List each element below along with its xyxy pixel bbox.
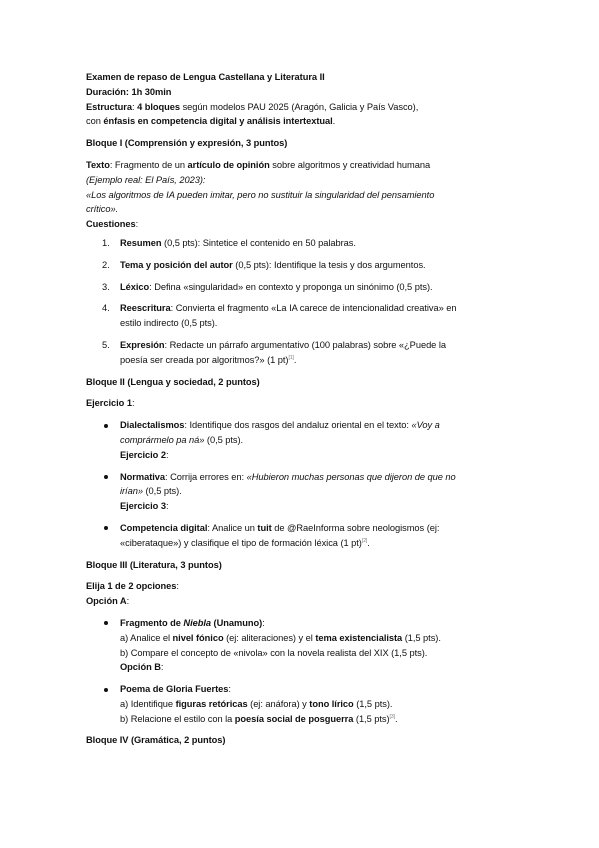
bullet-dot [104, 424, 108, 428]
question-item: 5. Expresión: Redacte un párrafo argumentativo (100 palabras) sobre «¿Puede la [102, 339, 446, 350]
cuestiones-heading: Cuestiones: [86, 219, 139, 230]
exam-title: Examen de repaso de Lengua Castellana y Literatura II [86, 72, 325, 82]
bullet-item: Fragmento de Niebla (Unamuno): a) Analice el nivel fónico (ej: aliteraciones) y el tema existencialista (1,5 pts). b) Compare el concepto de «nivola» con la novela realista del XIX (1,5 pts). Opción B: [86, 616, 526, 675]
bullet-dot [104, 475, 108, 479]
duration-line: Duración: 1h 30min [86, 86, 172, 97]
question-item: 1. Resumen (0,5 pts): Sintetice el contenido en 50 palabras. [102, 237, 356, 248]
bloque-1-title: Bloque I (Comprensión y expresión, 3 puntos) [86, 138, 288, 149]
structure-line: Estructura: 4 bloques según modelos PAU 2025 (Aragón, Galicia y País Vasco), [86, 101, 419, 112]
quote-cont: crítico». [86, 204, 119, 215]
exam-document [86, 70, 526, 748]
question-item-cont: poesía ser creada por algoritmos?» (1 pt)[1]. [120, 354, 297, 365]
question-item: 3. Léxico: Defina «singularidad» en contexto y proponga un sinónimo (0,5 pts). [102, 281, 433, 292]
bloque-3-title: Bloque III (Literatura, 3 puntos) [86, 559, 222, 570]
structure-line-2: con énfasis en competencia digital y análisis intertextual. [86, 116, 336, 127]
bullet-item: Poema de Gloria Fuertes: a) Identifique figuras retóricas (ej: anáfora) y tono lírico (1,5 pts). b) Relacione el estilo con la poesía social de posguerra (1,5 pts)[3]. [86, 682, 526, 726]
question-list [86, 236, 526, 368]
ejercicio-2-heading: Ejercicio 2: [120, 449, 169, 460]
question-item: 4. Reescritura: Convierta el fragmento «La IA carece de intencionalidad creativa» en [102, 303, 457, 314]
texto-line: Texto: Fragmento de un artículo de opinión sobre algoritmos y creatividad humana [86, 159, 431, 170]
bullet-item: Competencia digital: Analice un tuit de @RaeInforma sobre neologismos (ej: «ciberataque») y clasifique el tipo de formación léxica (1 pt)[2]. [86, 521, 526, 551]
bullet-dot [104, 526, 108, 530]
footnote-ref[interactable]: [3] [389, 713, 395, 720]
bullet-item: Dialectalismos: Identifique dos rasgos del andaluz oriental en el texto: «Voy a comprármelo pa ná» (0,5 pts). Ejercicio 2: [86, 418, 526, 462]
example-source: (Ejemplo real: El País, 2023): [86, 174, 206, 185]
ejercicio-3-heading: Ejercicio 3: [120, 501, 169, 512]
bloque-4-title: Bloque IV (Gramática, 2 puntos) [86, 735, 226, 746]
bullet-item: Normativa: Corrija errores en: «Hubieron muchas personas que dijeron de que no irían» (0,5 pts). Ejercicio 3: [86, 470, 526, 514]
quote: «Los algoritmos de IA pueden imitar, pero no sustituir la singularidad del pensamiento [86, 189, 435, 200]
bullet-dot [104, 621, 108, 625]
footnote-ref[interactable]: [2] [361, 537, 368, 544]
question-item: 2. Tema y posición del autor (0,5 pts): Identifique la tesis y dos argumentos. [102, 259, 426, 270]
opcion-b-heading: Opción B: [120, 662, 164, 673]
opcion-a-heading: Opción A: [86, 596, 130, 607]
ejercicio-1-heading: Ejercicio 1: [86, 398, 135, 409]
elija-line: Elija 1 de 2 opciones: [86, 581, 179, 592]
question-item-cont: estilo indirecto (0,5 pts). [120, 318, 218, 329]
footnote-ref[interactable]: [1] [288, 354, 294, 361]
bullet-dot [104, 688, 108, 692]
bloque-2-title: Bloque II (Lengua y sociedad, 2 puntos) [86, 376, 260, 387]
